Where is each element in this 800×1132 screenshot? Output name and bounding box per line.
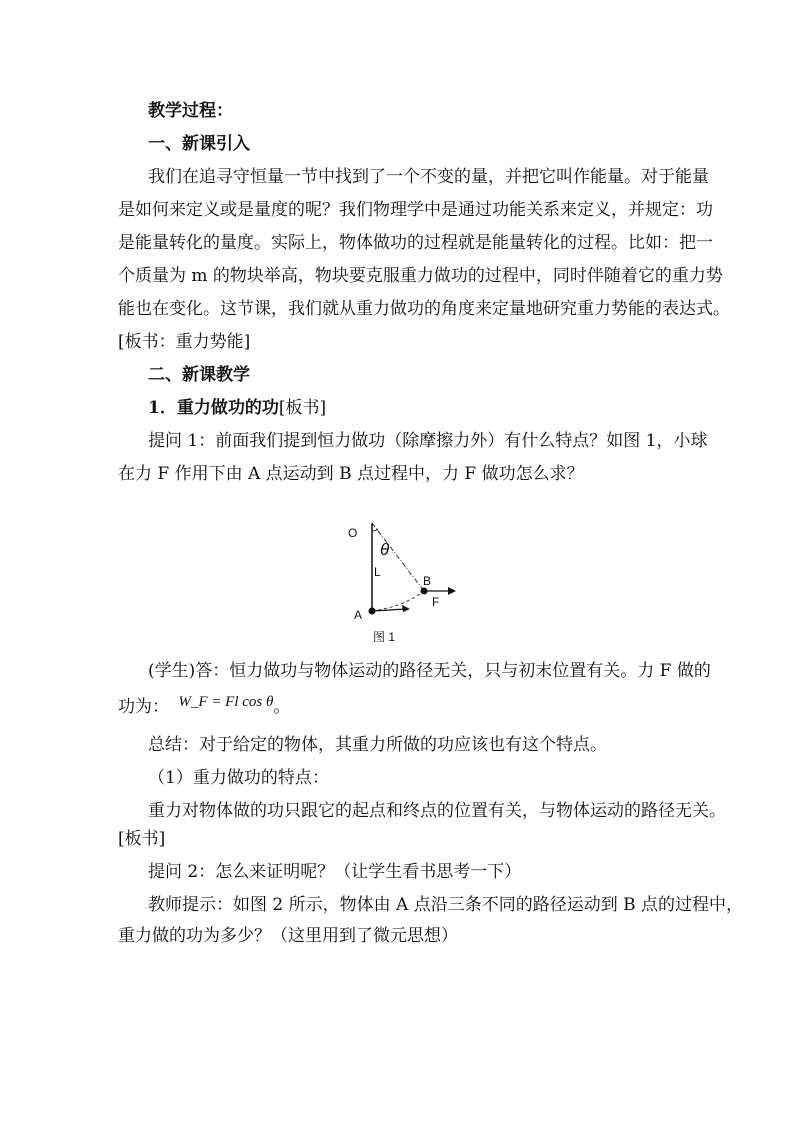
hint-line-1: 教师提示：如图 2 所示，物体由 A 点沿三条不同的路径运动到 B 点的过程中， xyxy=(148,895,744,915)
intro-line-1: 我们在追寻守恒量一节中找到了一个不变的量，并把它叫作能量。对于能量 xyxy=(148,167,709,187)
question1-line-2: 在力 F 作用下由 A 点运动到 B 点过程中，力 F 做功怎么求？ xyxy=(118,464,584,484)
question2: 提问 2：怎么来证明呢？（让学生看书思考一下） xyxy=(148,862,522,882)
figure1-caption: 图 1 xyxy=(373,630,396,644)
figure1-label-a: A xyxy=(354,608,363,622)
intro-line-4: 个质量为 m 的物块举高，物块要克服重力做功的过程中，同时伴随着它的重力势 xyxy=(118,266,723,286)
force-arrow-b-head xyxy=(448,587,456,595)
answer-line-1: (学生)答：恒力做功与物体运动的路径无关，只与初末位置有关。力 F 做的 xyxy=(148,661,711,681)
figure1-label-b: B xyxy=(423,574,432,588)
answer-line-2 xyxy=(118,696,290,719)
section1-title: 一、新课引入 xyxy=(148,134,250,154)
force-arrow-a xyxy=(372,609,406,611)
section2-title: 二、新课教学 xyxy=(148,365,250,385)
sub1-heading xyxy=(148,397,326,419)
arc-path xyxy=(372,591,424,611)
answer-prefix: 功为： xyxy=(118,697,169,717)
hint-line-2: 重力做的功为多少？（这里用到了微元思想） xyxy=(118,926,458,946)
summary: 总结：对于给定的物体，其重力所做的功应该也有这个特点。 xyxy=(148,735,607,755)
intro-line-3: 是能量转化的量度。实际上，物体做功的过程就是能量转化的过程。比如：把一 xyxy=(118,233,713,253)
point1-text: 重力对物体做的功只跟它的起点和终点的位置有关，与物体运动的路径无关。 xyxy=(148,801,726,821)
figure1-label-theta: θ xyxy=(380,540,390,559)
figure1-label-l: L xyxy=(374,565,381,579)
figure-1 xyxy=(348,515,468,645)
work-formula: W_F = Fl cos θ xyxy=(178,694,274,710)
answer-suffix: 。 xyxy=(273,697,291,717)
point1: （1）重力做功的特点： xyxy=(148,768,329,788)
board-note-1: [板书：重力势能] xyxy=(118,332,251,352)
board-note-2: [板书] xyxy=(118,829,166,849)
angle-mark xyxy=(372,529,378,531)
force-arrow-a-head xyxy=(402,605,410,612)
question1-line-1: 提问 1：前面我们提到恒力做功（除摩擦力外）有什么特点？如图 1，小球 xyxy=(148,431,708,451)
figure1-label-o: O xyxy=(348,526,358,540)
figure1-label-f: F xyxy=(432,595,440,609)
intro-line-2: 是如何来定义或是量度的呢？我们物理学中是通过功能关系来定义，并规定：功 xyxy=(118,200,713,220)
heading-process: 教学过程： xyxy=(148,101,233,121)
sub1-board: [板书] xyxy=(278,398,327,418)
sub1-title: 1．重力做功的功 xyxy=(148,398,279,418)
intro-line-5: 能也在变化。这节课，我们就从重力做功的角度来定量地研究重力势能的表达式。 xyxy=(118,299,730,319)
